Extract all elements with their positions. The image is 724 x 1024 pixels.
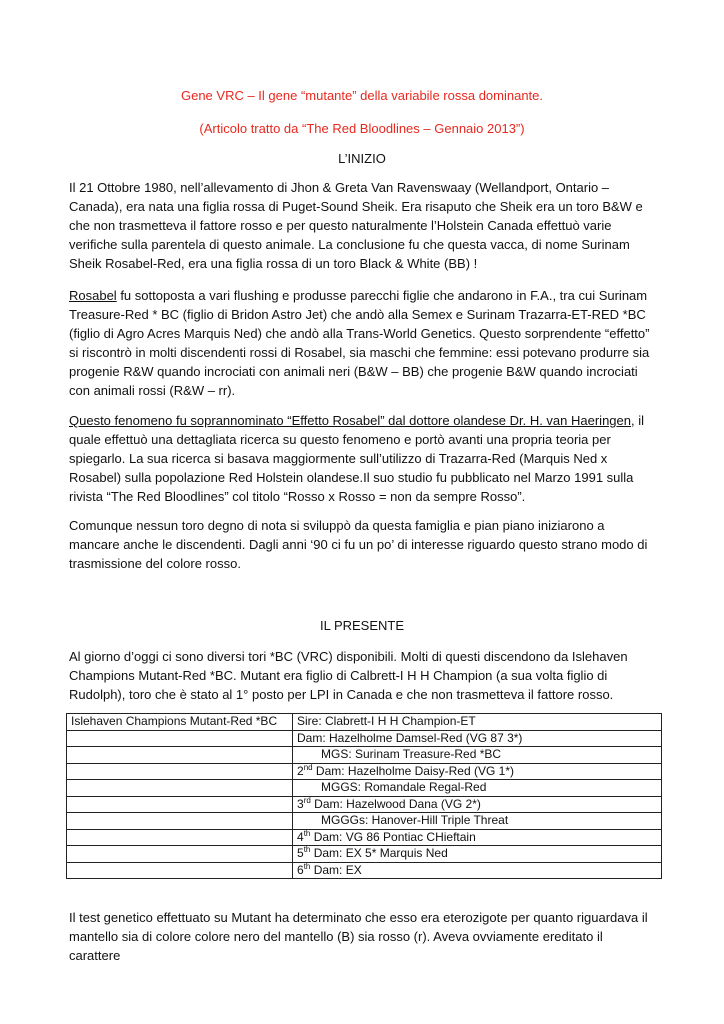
pedigree-text: Dam: Hazelwood Dana (VG 2*) (310, 796, 481, 811)
table-row (67, 763, 662, 780)
pedigree-cell (293, 763, 662, 780)
pedigree-text: Dam: EX (310, 862, 362, 877)
pedigree-cell (293, 796, 662, 813)
empty-cell (67, 862, 293, 879)
section-heading-inizio: L’INIZIO (338, 151, 386, 166)
pedigree-cell (293, 747, 662, 764)
paragraph-3 (69, 411, 657, 506)
table-row (67, 796, 662, 813)
empty-cell (67, 813, 293, 830)
underlined-text: Rosabel (69, 288, 117, 303)
ordinal-suffix: rd (303, 795, 311, 805)
pedigree-text: Dam: EX 5* Marquis Ned (310, 846, 448, 861)
table-row (67, 747, 662, 764)
generation-number: 5 (297, 846, 304, 861)
empty-cell (67, 796, 293, 813)
paragraph-1: Il 21 Ottobre 1980, nell’allevamento di Jhon & Greta Van Ravenswaay (Wellandport, Ontario – Canada), era nata una figlia rossa di Puget-Sound Sheik. Era risaputo che Sheik era un toro B&W e che non trasmetteva il fattore rosso e per questo naturalmente l’Holstein Canada effettuò varie verifiche sulla parentela di questo animale. La conclusione fu che questa vacca, di nome Surinam Sheik Rosabel-Red, era una figlia rossa di un toro Black & White (BB) ! (69, 180, 643, 271)
table-row (67, 730, 662, 747)
ordinal-suffix: th (303, 845, 311, 855)
table-row (67, 780, 662, 797)
empty-cell (67, 780, 293, 797)
pedigree-text: MGGS: Romandale Regal-Red (321, 780, 487, 795)
section-heading-presente: IL PRESENTE (319, 618, 405, 633)
pedigree-text: MGS: Surinam Treasure-Red *BC (321, 747, 502, 762)
paragraph-text: fu sottoposta a vari flushing e produsse parecchi figlie che andarono in F.A., tra cui Surinam Treasure-Red * BC (figlio di Bridon Astro Jet) che andò alla Semex e Surinam Trazarra-ET-RED *BC (figlio di Agro Acres Marquis Ned) che andò alla Trans-World Genetics. Questo sorprendente “effetto” si riscontrò in molti discendenti rossi di Rosabel, sia maschi che femmine: essi potevano produrre sia progenie R&W quando incrociati con animali neri (B&W – BB) che progenie B&W quando incrociati con animali rossi (R&W – rr). (69, 288, 650, 398)
pedigree-cell (293, 846, 662, 863)
ordinal-suffix: th (303, 861, 311, 871)
ordinal-suffix: nd (303, 762, 313, 772)
paragraph-4: Comunque nessun toro degno di nota si sviluppò da questa famiglia e pian piano iniziarono a mancare anche le discendenti. Dagli anni ‘90 ci fu un po’ di interesse riguardo questo strano modo di trasmissione del colore rosso. (69, 518, 648, 571)
bull-name-cell: Islehaven Champions Mutant-Red *BC (67, 714, 293, 731)
document-title: Gene VRC – Il gene “mutante” della variabile rossa dominante. (180, 88, 544, 103)
paragraph-5: Al giorno d’oggi ci sono diversi tori *BC (VRC) disponibili. Molti di questi discendono da Islehaven Champions Mutant-Red *BC. Mutant era figlio di Calbrett-I H H Champion (a sua volta figlio di Rudolph), toro che è stato al 1° posto per LPI in Canada e che non trasmetteva il fattore rosso. (69, 649, 628, 702)
pedigree-text: Dam: VG 86 Pontiac CHieftain (310, 829, 476, 844)
pedigree-cell (293, 780, 662, 797)
paragraph-text: , il quale effettuò una dettagliata ricerca su questo fenomeno e portò avanti una propria teoria per spiegarlo. La sua ricerca si basava maggiormente sull’utilizzo di Trazarra-Red (Marquis Ned x Rosabel) sulla popolazione Red Holstein olandese.Il suo studio fu pubblicato nel Marzo 1991 sulla rivista “The Red Bloodlines” col titolo “Rosso x Rosso = non da sempre Rosso”. (69, 413, 644, 504)
generation-number: 6 (297, 862, 304, 877)
document-subtitle: (Articolo tratto da “The Red Bloodlines – Gennaio 2013”) (199, 121, 525, 136)
pedigree-cell (293, 813, 662, 830)
generation-number: 3 (297, 796, 304, 811)
pedigree-text: Dam: Hazelholme Daisy-Red (VG 1*) (312, 763, 514, 778)
pedigree-cell (293, 714, 662, 731)
pedigree-cell (293, 862, 662, 879)
empty-cell (67, 829, 293, 846)
table-row (67, 862, 662, 879)
table-row (67, 829, 662, 846)
underlined-text: Questo fenomeno fu soprannominato “Effetto Rosabel” dal dottore olandese Dr. H. van Haeringen (69, 413, 631, 428)
pedigree-cell (293, 730, 662, 747)
empty-cell (67, 747, 293, 764)
empty-cell (67, 846, 293, 863)
pedigree-cell (293, 829, 662, 846)
table-row (67, 846, 662, 863)
pedigree-text: MGGGs: Hanover-Hill Triple Threat (321, 813, 509, 828)
table-row (67, 714, 662, 731)
empty-cell (67, 763, 293, 780)
paragraph-2 (69, 286, 657, 400)
generation-number: 2 (297, 763, 304, 778)
generation-number: 4 (297, 829, 304, 844)
ordinal-suffix: th (303, 828, 311, 838)
pedigree-text: Sire: Clabrett-I H H Champion-ET (297, 714, 476, 729)
paragraph-6: Il test genetico effettuato su Mutant ha determinato che esso era eterozigote per quanto riguardava il mantello sia di colore colore nero del mantello (B) sia rosso (r). Aveva ovviamente ereditato il carattere (69, 910, 648, 963)
pedigree-table (66, 713, 662, 879)
pedigree-text: Dam: Hazelholme Damsel-Red (VG 87 3*) (297, 730, 523, 745)
empty-cell (67, 730, 293, 747)
table-row (67, 813, 662, 830)
